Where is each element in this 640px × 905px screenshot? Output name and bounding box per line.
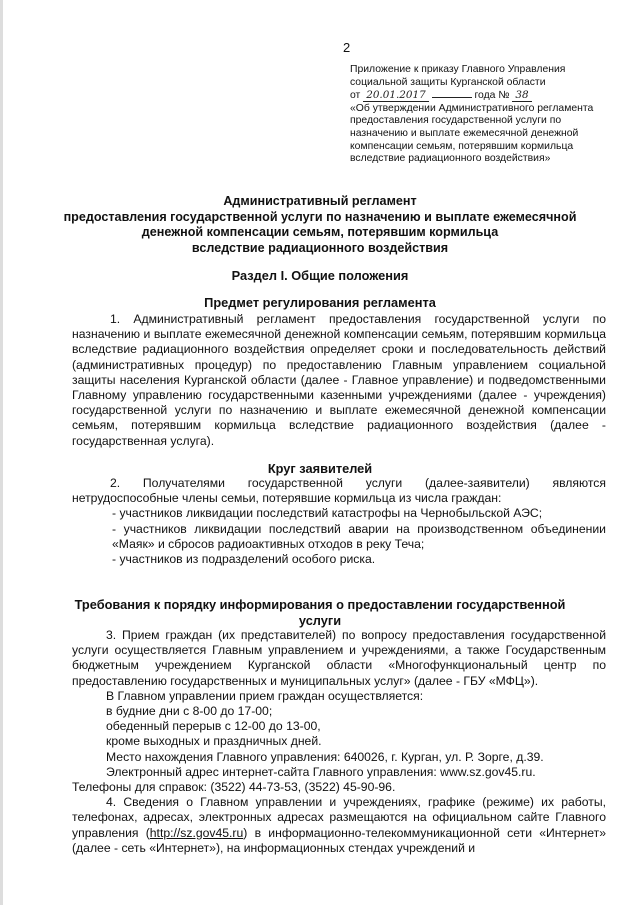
schedule-weekdays: в будние дни с 8-00 до 17-00; [106, 704, 273, 719]
paragraph-4 [72, 795, 606, 856]
appendix-from-label: от [350, 90, 361, 102]
page-number: 2 [343, 40, 351, 55]
paragraph-4-start: 4. Сведения о Главном управлении и учреждениях, графике (режиме) их работы, телефонах, адресах, электронных адресах размещаются на официальном сайте Главного управления ( [72, 795, 606, 840]
info-block [72, 628, 606, 856]
applicant-item: - участников ликвидации последствий катастрофы на Чернобыльской АЭС; [112, 506, 543, 521]
title-line4: вследствие радиационного воздействия [191, 240, 449, 255]
website-link[interactable]: http://sz.gov45.ru [149, 825, 244, 840]
section-heading: Раздел I. Общие положения [231, 268, 409, 283]
phones-line: Телефоны для справок: (3522) 44-73-53, (3522) 45-90-96. [72, 780, 396, 795]
title-line2: предоставления государственной услуги по назначению и выплате ежемесячной [63, 209, 577, 224]
title-line1: Административный регламент [223, 194, 417, 208]
website-line: Электронный адрес интернет-сайта Главного управления: www.sz.gov45.ru. [106, 764, 536, 779]
applicant-item: - участников ликвидации последствий аварии на производственном объединении «Маяк» и сбросов радиоактивных отходов в реку Теча; [112, 521, 606, 551]
handwritten-date: 20.01.2017 [363, 89, 429, 102]
subject-heading: Предмет регулирования регламента [204, 295, 436, 310]
location-line: Место нахождения Главного управления: 640026, г. Курган, ул. Р. Зорге, д.39. [106, 749, 544, 764]
schedule-except: кроме выходных и праздничных дней. [106, 734, 322, 749]
paragraph-1: 1. Административный регламент предоставления государственной услуги по назначению и выплате ежемесячной денежной компенсации семьям, потерявшим кормильца вследствие радиационного воздействия определяет сроки и последовательность действий (административных процедур) по предоставлению Главным управлением социальной защиты населения Курганской области (далее - Главное управление) и подведомственными Главному управлению государственными казенными учреждениями (далее - учреждения) государственной услуги по назначению и выплате ежемесячной денежной компенсации семьям, потерявшим кормильца вследствие радиационного воздействия (далее - государственная услуга). [72, 312, 606, 448]
paragraph-2: 2. Получателями государственной услуги (далее-заявители) являются нетрудоспособные члены семьи, потерявшие кормильца из числа граждан: [72, 476, 606, 506]
paragraph-4-end: ) в информационно-телекоммуникационной сети «Интернет» (далее - сеть «Интернет»), на информационных стендах учреждений и [72, 825, 606, 855]
handwritten-number: 38 [512, 89, 531, 102]
paragraph-3: 3. Прием граждан (их представителей) по вопросу предоставления государственной услуги осуществляется Главным управлением и учреждениями, а также Государственным бюджетным учреждением Курганской области «Многофункциональный центр по предоставлению государственных и муниципальных услуг» (далее - ГБУ «МФЦ»). [72, 628, 606, 688]
appendix-line1: Приложение к приказу Главного Управления [350, 64, 566, 75]
document-title [60, 194, 580, 256]
info-heading: Требования к порядку информирования о предоставлении государственной услуги [74, 597, 566, 628]
appendix-date-line [350, 89, 618, 103]
appendix-order-title: «Об утверждении Административного регламента предоставления государственной услуги по назначению и выплате ежемесячной денежной компенсации семьям, потерявшим кормильца вследствие радиационного воздействия» [350, 102, 594, 165]
schedule-lunch: обеденный перерыв с 12-00 до 13-00, [106, 719, 321, 734]
appendix-year-label: года № [474, 90, 510, 102]
reception-line: В Главном управлении прием граждан осуществляется: [106, 688, 424, 703]
applicants-block [72, 476, 606, 567]
date-underline [432, 97, 472, 98]
appendix-header [350, 64, 618, 166]
subject-paragraph [72, 312, 606, 449]
appendix-line2: социальной защиты Курганской области [350, 76, 546, 88]
applicant-item: - участников из подразделений особого риска. [112, 552, 376, 567]
scan-edge [0, 0, 3, 905]
title-line3: денежной компенсации семьям, потерявшим кормильца [141, 225, 499, 239]
applicants-heading: Круг заявителей [267, 461, 373, 476]
